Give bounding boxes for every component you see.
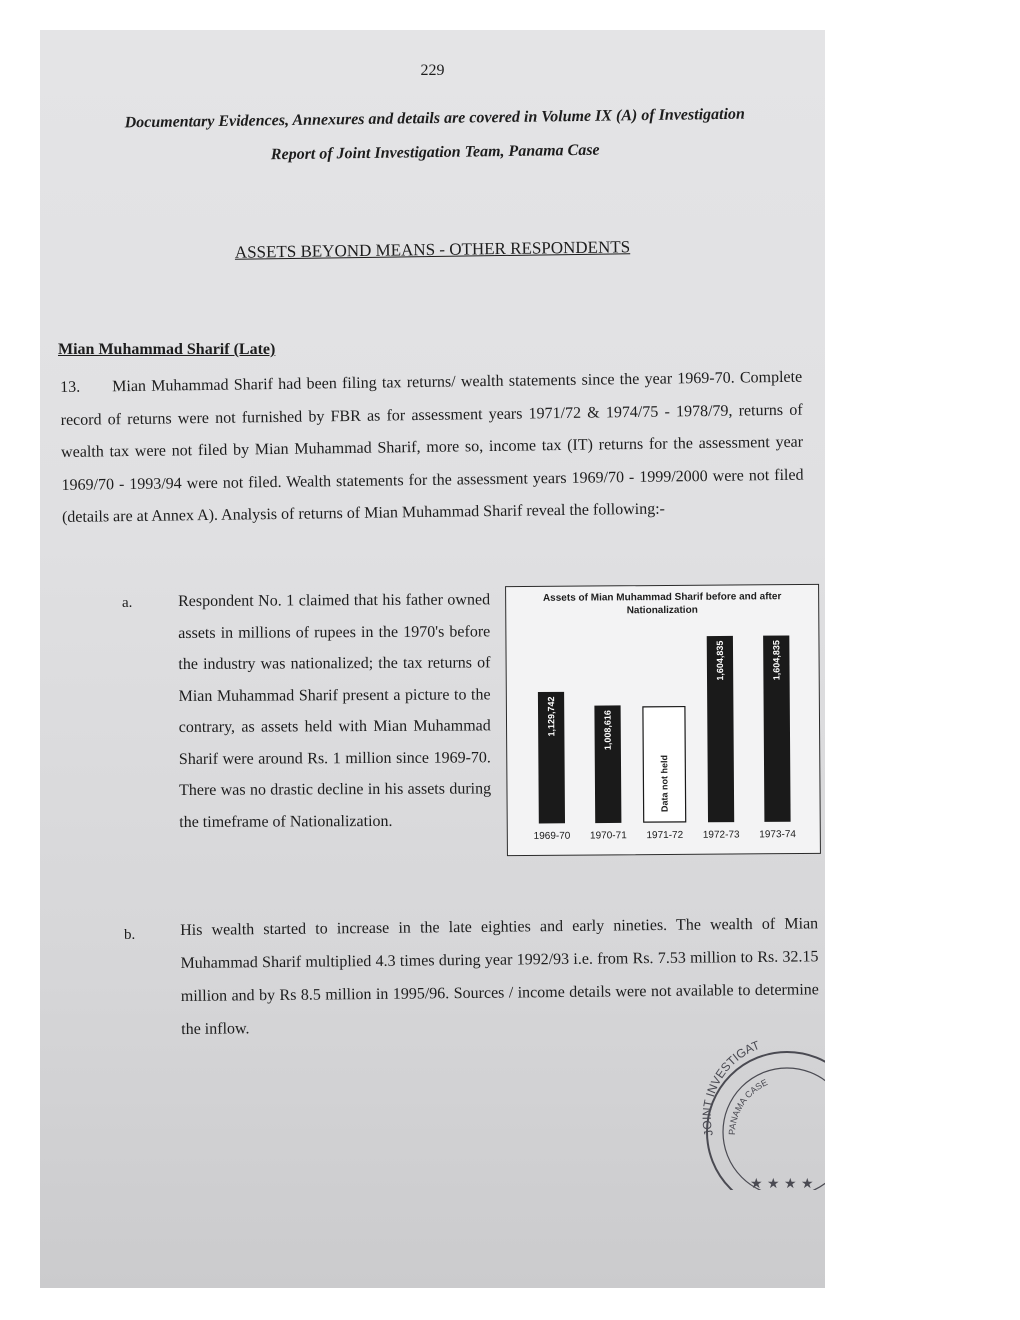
stamp-stars: ★ ★ ★ ★ xyxy=(750,1176,814,1190)
chart-x-tick-1973-74: 1973-74 xyxy=(759,829,796,841)
chart-data-label-1970-71: 1,008,616 xyxy=(602,710,613,751)
jit-stamp xyxy=(695,1040,825,1190)
item-b-label: b. xyxy=(124,927,136,943)
document-page xyxy=(40,30,825,1288)
chart-x-tick-1969-70: 1969-70 xyxy=(533,830,571,842)
chart-title: Assets of Mian Muhammad Sharif before and after Nationalization xyxy=(542,591,782,617)
stamp-top-text: JOINT INVESTIGAT xyxy=(699,1040,762,1138)
chart-data-label-1969-70: 1,129,742 xyxy=(546,696,557,737)
document-header xyxy=(50,97,821,176)
chart-x-tick-1970-71: 1970-71 xyxy=(590,830,627,842)
chart-data-label-1971-72: Data not held xyxy=(659,754,670,813)
stamp-inner-text: PANAMA CASE xyxy=(726,1077,770,1136)
paragraph-number: 13. xyxy=(60,378,81,396)
assets-chart xyxy=(505,584,821,856)
chart-x-tick-1971-72: 1971-72 xyxy=(646,829,684,842)
section-title: ASSETS BEYOND MEANS - OTHER RESPONDENTS xyxy=(234,237,631,262)
chart-data-label-1973-74: 1,604,835 xyxy=(771,640,782,681)
item-a-text: Respondent No. 1 claimed that his father owned assets in millions of rupees in the 1970's before the industry was nationalized; the tax returns of Mian Muhammad Sharif present a picture to the contrary, as assets held with Mian Muhammad Sharif were around Rs. 1 million since 1969-70. There was no drastic decline in his assets during the timeframe of Nationalization. xyxy=(178,591,492,831)
paragraph-13 xyxy=(60,362,804,535)
chart-plot xyxy=(506,585,820,855)
chart-data-label-1972-73: 1,604,835 xyxy=(714,640,726,681)
header-line-1: Documentary Evidences, Annexures and details are covered in Volume IX (A) of Investigation xyxy=(124,105,745,132)
item-b-text: His wealth started to increase in the late eighties and early nineties. The wealth of Mian Muhammad Sharif multiplied 4.3 times during year 1992/93 i.e. from Rs. 7.53 million to Rs. 32.15 million and by Rs 8.5 million in 1995/96. Sources / income details were not available to determine the inflow. xyxy=(180,915,819,1038)
paragraph-text: Mian Muhammad Sharif had been filing tax returns/ wealth statements since the year 1969-70. Complete record of returns were not furnished by FBR as for assessment years 1971/72 & 1974/75 - 1978/79, returns of wealth tax were not filed by Mian Muhammad Sharif, more so, income tax (IT) returns for the assessment year 1969/70 - 1993/94 were not filed. Wealth statements for the assessment years 1969/70 - 1999/2000 were not filed (details are at Annex A). Analysis of returns of Mian Muhammad Sharif reveal the following:- xyxy=(60,368,804,526)
item-a-label: a. xyxy=(122,595,133,611)
page-number: 229 xyxy=(420,62,445,79)
subheading: Mian Muhammad Sharif (Late) xyxy=(58,341,276,358)
header-line-2: Report of Joint Investigation Team, Panama Case xyxy=(270,141,600,164)
chart-x-tick-1972-73: 1972-73 xyxy=(702,829,740,841)
